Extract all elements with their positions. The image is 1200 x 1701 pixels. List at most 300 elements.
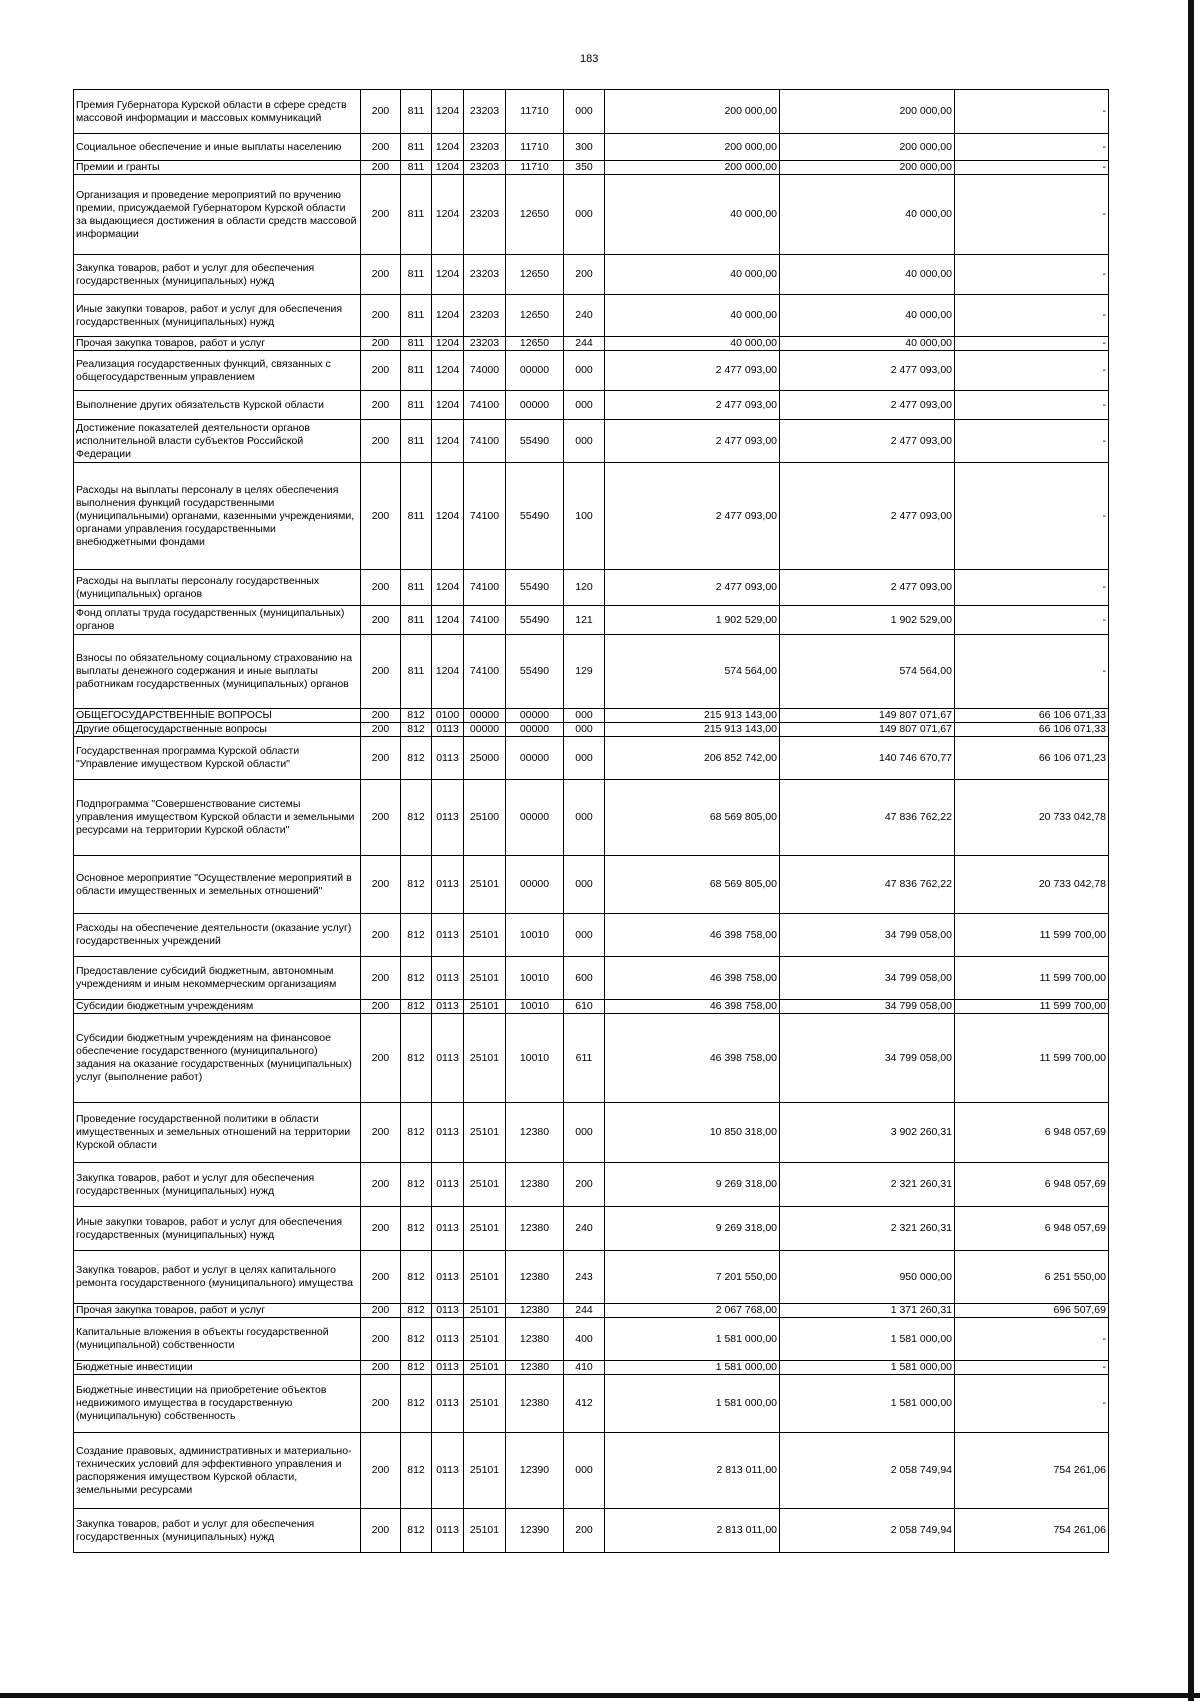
executed-amount: 2 058 749,94: [780, 1433, 955, 1509]
ministry-code: 811: [401, 635, 432, 709]
program-code: 25101: [464, 1000, 506, 1014]
executed-amount: 2 477 093,00: [780, 420, 955, 463]
table-row: [74, 1318, 1109, 1361]
remaining-amount: 6 948 057,69: [955, 1163, 1109, 1207]
admin-code: 200: [361, 737, 401, 780]
row-name: ОБЩЕГОСУДАРСТВЕННЫЕ ВОПРОСЫ: [74, 709, 361, 723]
admin-code: 200: [361, 391, 401, 420]
direction-code: 55490: [506, 635, 564, 709]
admin-code: 200: [361, 1000, 401, 1014]
admin-code: 200: [361, 1251, 401, 1304]
section-code: 0113: [432, 723, 464, 737]
page-number: 183: [580, 53, 599, 65]
program-code: 25101: [464, 856, 506, 914]
program-code: 25101: [464, 1361, 506, 1375]
row-name: Другие общегосударственные вопросы: [74, 723, 361, 737]
admin-code: 200: [361, 914, 401, 957]
section-code: 1204: [432, 351, 464, 391]
program-code: 25101: [464, 1304, 506, 1318]
executed-amount: 149 807 071,67: [780, 723, 955, 737]
executed-amount: 950 000,00: [780, 1251, 955, 1304]
direction-code: 12650: [506, 255, 564, 295]
row-name: Социальное обеспечение и иные выплаты населению: [74, 134, 361, 161]
table-row: [74, 295, 1109, 337]
row-name: Достижение показателей деятельности органов исполнительной власти субъектов Российской Федерации: [74, 420, 361, 463]
direction-code: 55490: [506, 420, 564, 463]
section-code: 0113: [432, 1509, 464, 1553]
row-name: Закупка товаров, работ и услуг для обеспечения государственных (муниципальных) нужд: [74, 1163, 361, 1207]
remaining-amount: 20 733 042,78: [955, 856, 1109, 914]
remaining-amount: -: [955, 463, 1109, 570]
program-code: 74100: [464, 606, 506, 635]
section-code: 1204: [432, 295, 464, 337]
approved-amount: 200 000,00: [605, 90, 780, 134]
table-row: [74, 856, 1109, 914]
program-code: 25101: [464, 1318, 506, 1361]
executed-amount: 34 799 058,00: [780, 957, 955, 1000]
approved-amount: 1 581 000,00: [605, 1361, 780, 1375]
ministry-code: 812: [401, 1014, 432, 1103]
expense-type-code: 200: [564, 1163, 605, 1207]
remaining-amount: 6 251 550,00: [955, 1251, 1109, 1304]
direction-code: 12650: [506, 175, 564, 255]
expense-type-code: 400: [564, 1318, 605, 1361]
ministry-code: 812: [401, 1433, 432, 1509]
row-name: Субсидии бюджетным учреждениям на финансовое обеспечение государственного (муниципального) задания на оказание государственных (муниципальных) услуг (выполнение работ): [74, 1014, 361, 1103]
ministry-code: 812: [401, 1318, 432, 1361]
row-name: Основное мероприятие "Осуществление мероприятий в области имущественных и земельных отношений": [74, 856, 361, 914]
approved-amount: 46 398 758,00: [605, 914, 780, 957]
executed-amount: 40 000,00: [780, 255, 955, 295]
remaining-amount: 66 106 071,33: [955, 709, 1109, 723]
expense-type-code: 611: [564, 1014, 605, 1103]
approved-amount: 40 000,00: [605, 295, 780, 337]
remaining-amount: -: [955, 391, 1109, 420]
expense-type-code: 240: [564, 295, 605, 337]
program-code: 25101: [464, 1103, 506, 1163]
approved-amount: 2 477 093,00: [605, 351, 780, 391]
table-row: [74, 957, 1109, 1000]
remaining-amount: -: [955, 337, 1109, 351]
program-code: 23203: [464, 295, 506, 337]
expense-type-code: 000: [564, 856, 605, 914]
row-name: Закупка товаров, работ и услуг для обеспечения государственных (муниципальных) нужд: [74, 1509, 361, 1553]
section-code: 0113: [432, 780, 464, 856]
section-code: 1204: [432, 255, 464, 295]
expense-type-code: 243: [564, 1251, 605, 1304]
program-code: 25101: [464, 1251, 506, 1304]
ministry-code: 812: [401, 1163, 432, 1207]
program-code: 25100: [464, 780, 506, 856]
approved-amount: 2 813 011,00: [605, 1509, 780, 1553]
expense-type-code: 000: [564, 391, 605, 420]
admin-code: 200: [361, 1375, 401, 1433]
table-row: [74, 391, 1109, 420]
executed-amount: 1 581 000,00: [780, 1375, 955, 1433]
direction-code: 12380: [506, 1103, 564, 1163]
executed-amount: 3 902 260,31: [780, 1103, 955, 1163]
direction-code: 11710: [506, 134, 564, 161]
table-row: [74, 737, 1109, 780]
approved-amount: 2 477 093,00: [605, 420, 780, 463]
table-row: [74, 1361, 1109, 1375]
section-code: 1204: [432, 420, 464, 463]
expense-type-code: 000: [564, 737, 605, 780]
admin-code: 200: [361, 723, 401, 737]
admin-code: 200: [361, 337, 401, 351]
row-name: Реализация государственных функций, связанных с общегосударственным управлением: [74, 351, 361, 391]
row-name: Организация и проведение мероприятий по вручению премии, присуждаемой Губернатором Курской области за выдающиеся достижения в области средств массовой информации: [74, 175, 361, 255]
table-row: [74, 635, 1109, 709]
approved-amount: 2 477 093,00: [605, 463, 780, 570]
admin-code: 200: [361, 1014, 401, 1103]
ministry-code: 811: [401, 570, 432, 606]
row-name: Выполнение других обязательств Курской области: [74, 391, 361, 420]
admin-code: 200: [361, 1103, 401, 1163]
expense-type-code: 000: [564, 175, 605, 255]
direction-code: 00000: [506, 856, 564, 914]
expense-type-code: 000: [564, 90, 605, 134]
approved-amount: 200 000,00: [605, 134, 780, 161]
remaining-amount: -: [955, 606, 1109, 635]
table-row: [74, 1163, 1109, 1207]
executed-amount: 1 581 000,00: [780, 1361, 955, 1375]
executed-amount: 2 321 260,31: [780, 1207, 955, 1251]
admin-code: 200: [361, 606, 401, 635]
remaining-amount: -: [955, 1361, 1109, 1375]
section-code: 0113: [432, 1000, 464, 1014]
ministry-code: 812: [401, 856, 432, 914]
ministry-code: 812: [401, 1103, 432, 1163]
section-code: 1204: [432, 635, 464, 709]
ministry-code: 811: [401, 161, 432, 175]
ministry-code: 812: [401, 737, 432, 780]
direction-code: 10010: [506, 957, 564, 1000]
executed-amount: 2 058 749,94: [780, 1509, 955, 1553]
table-row: [74, 255, 1109, 295]
direction-code: 12380: [506, 1304, 564, 1318]
table-row: [74, 351, 1109, 391]
admin-code: 200: [361, 780, 401, 856]
admin-code: 200: [361, 1433, 401, 1509]
executed-amount: 2 477 093,00: [780, 570, 955, 606]
section-code: 1204: [432, 391, 464, 420]
section-code: 0113: [432, 1304, 464, 1318]
approved-amount: 200 000,00: [605, 161, 780, 175]
expense-type-code: 244: [564, 337, 605, 351]
expense-type-code: 240: [564, 1207, 605, 1251]
table-row: [74, 1103, 1109, 1163]
executed-amount: 1 371 260,31: [780, 1304, 955, 1318]
expense-type-code: 000: [564, 723, 605, 737]
direction-code: 12380: [506, 1207, 564, 1251]
executed-amount: 2 477 093,00: [780, 351, 955, 391]
admin-code: 200: [361, 161, 401, 175]
approved-amount: 1 581 000,00: [605, 1318, 780, 1361]
ministry-code: 811: [401, 351, 432, 391]
remaining-amount: -: [955, 161, 1109, 175]
expense-type-code: 610: [564, 1000, 605, 1014]
expense-type-code: 300: [564, 134, 605, 161]
executed-amount: 2 321 260,31: [780, 1163, 955, 1207]
row-name: Капитальные вложения в объекты государственной (муниципальной) собственности: [74, 1318, 361, 1361]
admin-code: 200: [361, 420, 401, 463]
section-code: 0113: [432, 1163, 464, 1207]
program-code: 23203: [464, 255, 506, 295]
section-code: 0113: [432, 737, 464, 780]
program-code: 23203: [464, 175, 506, 255]
expense-type-code: 000: [564, 709, 605, 723]
row-name: Государственная программа Курской области "Управление имуществом Курской области": [74, 737, 361, 780]
section-code: 0113: [432, 1103, 464, 1163]
approved-amount: 206 852 742,00: [605, 737, 780, 780]
program-code: 25101: [464, 1433, 506, 1509]
expense-type-code: 200: [564, 255, 605, 295]
approved-amount: 46 398 758,00: [605, 1014, 780, 1103]
page-edge-bottom: [0, 1693, 1200, 1698]
section-code: 0100: [432, 709, 464, 723]
admin-code: 200: [361, 856, 401, 914]
direction-code: 10010: [506, 914, 564, 957]
ministry-code: 812: [401, 1251, 432, 1304]
row-name: Проведение государственной политики в области имущественных и земельных отношений на территории Курской области: [74, 1103, 361, 1163]
row-name: Подпрограмма "Совершенствование системы управления имуществом Курской области и земельными ресурсами на территории Курской области": [74, 780, 361, 856]
admin-code: 200: [361, 570, 401, 606]
section-code: 1204: [432, 90, 464, 134]
approved-amount: 10 850 318,00: [605, 1103, 780, 1163]
row-name: Взносы по обязательному социальному страхованию на выплаты денежного содержания и иные выплаты работникам государственных (муниципальных) органов: [74, 635, 361, 709]
remaining-amount: -: [955, 295, 1109, 337]
table-row: [74, 90, 1109, 134]
expense-type-code: 350: [564, 161, 605, 175]
table-row: [74, 709, 1109, 723]
direction-code: 55490: [506, 570, 564, 606]
admin-code: 200: [361, 255, 401, 295]
program-code: 00000: [464, 723, 506, 737]
program-code: 23203: [464, 161, 506, 175]
admin-code: 200: [361, 295, 401, 337]
remaining-amount: 754 261,06: [955, 1509, 1109, 1553]
program-code: 00000: [464, 709, 506, 723]
ministry-code: 812: [401, 1000, 432, 1014]
executed-amount: 40 000,00: [780, 337, 955, 351]
direction-code: 55490: [506, 463, 564, 570]
direction-code: 00000: [506, 391, 564, 420]
direction-code: 55490: [506, 606, 564, 635]
ministry-code: 812: [401, 1375, 432, 1433]
admin-code: 200: [361, 1163, 401, 1207]
section-code: 0113: [432, 1433, 464, 1509]
executed-amount: 34 799 058,00: [780, 1014, 955, 1103]
admin-code: 200: [361, 351, 401, 391]
row-name: Прочая закупка товаров, работ и услуг: [74, 337, 361, 351]
remaining-amount: -: [955, 134, 1109, 161]
direction-code: 10010: [506, 1000, 564, 1014]
row-name: Закупка товаров, работ и услуг для обеспечения государственных (муниципальных) нужд: [74, 255, 361, 295]
row-name: Расходы на обеспечение деятельности (оказание услуг) государственных учреждений: [74, 914, 361, 957]
table-row: [74, 175, 1109, 255]
remaining-amount: 6 948 057,69: [955, 1207, 1109, 1251]
expense-type-code: 000: [564, 1433, 605, 1509]
approved-amount: 9 269 318,00: [605, 1163, 780, 1207]
section-code: 0113: [432, 1318, 464, 1361]
direction-code: 12390: [506, 1509, 564, 1553]
section-code: 0113: [432, 1251, 464, 1304]
table-row: [74, 914, 1109, 957]
program-code: 74100: [464, 463, 506, 570]
program-code: 74000: [464, 351, 506, 391]
executed-amount: 200 000,00: [780, 90, 955, 134]
remaining-amount: -: [955, 255, 1109, 295]
direction-code: 12380: [506, 1251, 564, 1304]
table-row: [74, 1304, 1109, 1318]
approved-amount: 2 477 093,00: [605, 391, 780, 420]
row-name: Закупка товаров, работ и услуг в целях капитального ремонта государственного (муниципального) имущества: [74, 1251, 361, 1304]
table-row: [74, 134, 1109, 161]
program-code: 74100: [464, 391, 506, 420]
executed-amount: 2 477 093,00: [780, 391, 955, 420]
expense-type-code: 412: [564, 1375, 605, 1433]
remaining-amount: -: [955, 1318, 1109, 1361]
approved-amount: 68 569 805,00: [605, 856, 780, 914]
table-row: [74, 1000, 1109, 1014]
remaining-amount: 754 261,06: [955, 1433, 1109, 1509]
executed-amount: 1 902 529,00: [780, 606, 955, 635]
program-code: 25101: [464, 1163, 506, 1207]
expense-type-code: 000: [564, 420, 605, 463]
table-body: [74, 90, 1109, 1553]
admin-code: 200: [361, 1318, 401, 1361]
table-row: [74, 1207, 1109, 1251]
direction-code: 11710: [506, 161, 564, 175]
executed-amount: 1 581 000,00: [780, 1318, 955, 1361]
section-code: 0113: [432, 1375, 464, 1433]
row-name: Бюджетные инвестиции на приобретение объектов недвижимого имущества в государственную (муниципальную) собственность: [74, 1375, 361, 1433]
table-row: [74, 161, 1109, 175]
approved-amount: 9 269 318,00: [605, 1207, 780, 1251]
program-code: 23203: [464, 337, 506, 351]
executed-amount: 47 836 762,22: [780, 780, 955, 856]
direction-code: 12650: [506, 337, 564, 351]
section-code: 1204: [432, 161, 464, 175]
remaining-amount: 66 106 071,33: [955, 723, 1109, 737]
admin-code: 200: [361, 1207, 401, 1251]
remaining-amount: 6 948 057,69: [955, 1103, 1109, 1163]
admin-code: 200: [361, 709, 401, 723]
executed-amount: 2 477 093,00: [780, 463, 955, 570]
program-code: 23203: [464, 90, 506, 134]
admin-code: 200: [361, 1304, 401, 1318]
table-row: [74, 606, 1109, 635]
ministry-code: 812: [401, 1361, 432, 1375]
admin-code: 200: [361, 134, 401, 161]
direction-code: 12380: [506, 1163, 564, 1207]
remaining-amount: -: [955, 1375, 1109, 1433]
expense-type-code: 121: [564, 606, 605, 635]
remaining-amount: 11 599 700,00: [955, 1014, 1109, 1103]
executed-amount: 574 564,00: [780, 635, 955, 709]
ministry-code: 811: [401, 255, 432, 295]
ministry-code: 811: [401, 175, 432, 255]
table-row: [74, 337, 1109, 351]
executed-amount: 47 836 762,22: [780, 856, 955, 914]
remaining-amount: -: [955, 635, 1109, 709]
direction-code: 12380: [506, 1375, 564, 1433]
section-code: 0113: [432, 1207, 464, 1251]
row-name: Предоставление субсидий бюджетным, автономным учреждениям и иным некоммерческим организациям: [74, 957, 361, 1000]
ministry-code: 812: [401, 709, 432, 723]
approved-amount: 215 913 143,00: [605, 723, 780, 737]
row-name: Прочая закупка товаров, работ и услуг: [74, 1304, 361, 1318]
table-row: [74, 780, 1109, 856]
admin-code: 200: [361, 957, 401, 1000]
row-name: Иные закупки товаров, работ и услуг для обеспечения государственных (муниципальных) нужд: [74, 1207, 361, 1251]
remaining-amount: -: [955, 420, 1109, 463]
remaining-amount: 11 599 700,00: [955, 957, 1109, 1000]
executed-amount: 140 746 670,77: [780, 737, 955, 780]
program-code: 25101: [464, 1375, 506, 1433]
section-code: 1204: [432, 175, 464, 255]
approved-amount: 68 569 805,00: [605, 780, 780, 856]
row-name: Премии и гранты: [74, 161, 361, 175]
budget-table: [73, 89, 1109, 1553]
remaining-amount: -: [955, 90, 1109, 134]
admin-code: 200: [361, 1509, 401, 1553]
direction-code: 12380: [506, 1361, 564, 1375]
program-code: 25101: [464, 1014, 506, 1103]
approved-amount: 2 477 093,00: [605, 570, 780, 606]
admin-code: 200: [361, 1361, 401, 1375]
expense-type-code: 200: [564, 1509, 605, 1553]
row-name: Иные закупки товаров, работ и услуг для обеспечения государственных (муниципальных) нужд: [74, 295, 361, 337]
row-name: Бюджетные инвестиции: [74, 1361, 361, 1375]
expense-type-code: 410: [564, 1361, 605, 1375]
table-row: [74, 723, 1109, 737]
direction-code: 11710: [506, 90, 564, 134]
direction-code: 00000: [506, 709, 564, 723]
executed-amount: 40 000,00: [780, 175, 955, 255]
section-code: 0113: [432, 957, 464, 1000]
ministry-code: 811: [401, 90, 432, 134]
row-name: Создание правовых, административных и материально-технических условий для эффективного управления и распоряжения имуществом Курской области, земельными ресурсами: [74, 1433, 361, 1509]
expense-type-code: 100: [564, 463, 605, 570]
expense-type-code: 000: [564, 780, 605, 856]
approved-amount: 215 913 143,00: [605, 709, 780, 723]
table-row: [74, 420, 1109, 463]
table-row: [74, 1509, 1109, 1553]
ministry-code: 811: [401, 420, 432, 463]
program-code: 25000: [464, 737, 506, 780]
direction-code: 12650: [506, 295, 564, 337]
direction-code: 12380: [506, 1318, 564, 1361]
program-code: 25101: [464, 1509, 506, 1553]
remaining-amount: 20 733 042,78: [955, 780, 1109, 856]
program-code: 25101: [464, 914, 506, 957]
ministry-code: 811: [401, 463, 432, 570]
program-code: 25101: [464, 957, 506, 1000]
admin-code: 200: [361, 175, 401, 255]
section-code: 0113: [432, 1014, 464, 1103]
program-code: 74100: [464, 420, 506, 463]
direction-code: 00000: [506, 780, 564, 856]
admin-code: 200: [361, 90, 401, 134]
section-code: 0113: [432, 1361, 464, 1375]
row-name: Фонд оплаты труда государственных (муниципальных) органов: [74, 606, 361, 635]
page-edge-right: [1188, 0, 1194, 1701]
section-code: 0113: [432, 856, 464, 914]
row-name: Субсидии бюджетным учреждениям: [74, 1000, 361, 1014]
approved-amount: 1 581 000,00: [605, 1375, 780, 1433]
